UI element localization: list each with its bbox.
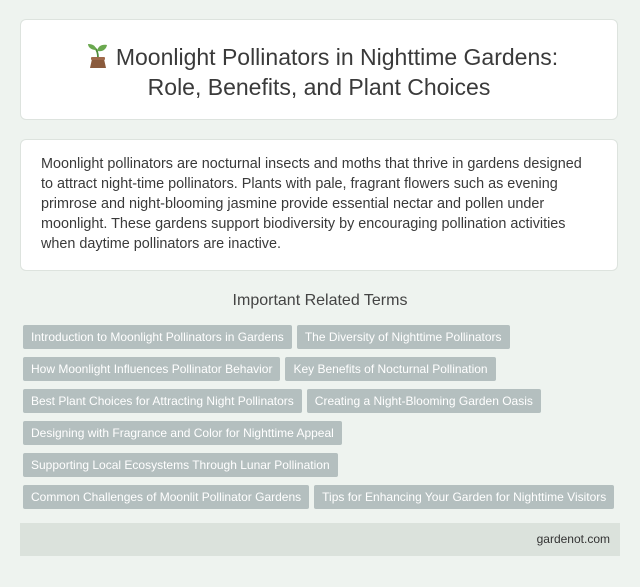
title-card — [20, 19, 618, 120]
description-text: Moonlight pollinators are nocturnal insects and moths that thrive in gardens designed to attract night-time pollinators. Plants with pale, fragrant flowers such as evening primrose and night-blooming jasmine provide essential nectar and pollen under moonlight. These gardens support biodiversity by encouraging pollination activities when daytime pollinators are inactive. — [41, 156, 582, 252]
related-term-tag[interactable]: Key Benefits of Nocturnal Pollination — [285, 357, 495, 381]
related-term-tag[interactable]: Creating a Night-Blooming Garden Oasis — [307, 389, 541, 413]
description-card — [20, 139, 618, 271]
related-term-tag[interactable]: How Moonlight Influences Pollinator Behavior — [23, 357, 280, 381]
related-terms-heading: Important Related Terms — [232, 292, 408, 309]
related-term-tag[interactable]: The Diversity of Nighttime Pollinators — [297, 325, 510, 349]
related-term-tag[interactable]: Supporting Local Ecosystems Through Lunar Pollination — [23, 453, 338, 477]
related-term-tag[interactable]: Best Plant Choices for Attracting Night Pollinators — [23, 389, 302, 413]
related-terms-list — [23, 325, 621, 517]
title-line-1: Moonlight Pollinators in Nighttime Gardens: — [115, 44, 559, 70]
title-line-2: Role, Benefits, and Plant Choices — [147, 74, 491, 100]
related-term-tag[interactable]: Tips for Enhancing Your Garden for Nighttime Visitors — [314, 485, 614, 509]
related-term-tag[interactable]: Introduction to Moonlight Pollinators in Gardens — [23, 325, 292, 349]
site-link[interactable]: gardenot.com — [536, 532, 610, 546]
related-term-tag[interactable]: Designing with Fragrance and Color for Nighttime Appeal — [23, 421, 342, 445]
page-title — [21, 42, 617, 102]
footer — [20, 523, 620, 556]
related-term-tag[interactable]: Common Challenges of Moonlit Pollinator Gardens — [23, 485, 309, 509]
